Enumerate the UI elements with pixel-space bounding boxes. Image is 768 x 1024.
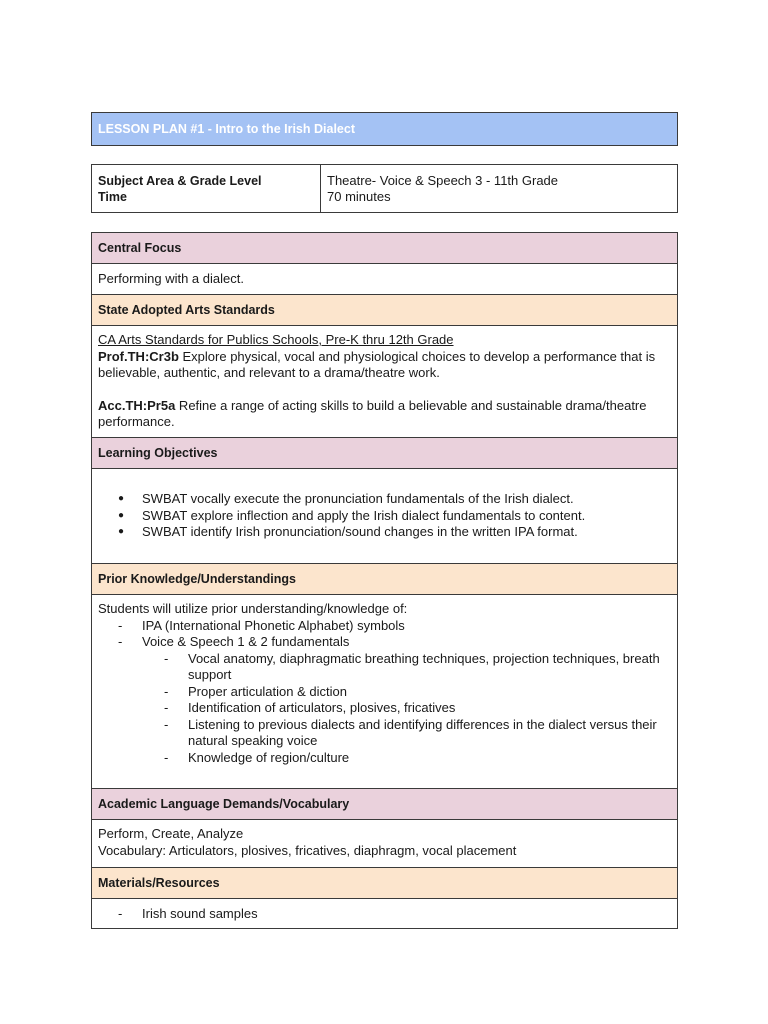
lesson-details-table [91, 232, 678, 929]
standard-2-text: Refine a range of acting skills to build a believable and sustainable drama/theatre performance. [98, 397, 647, 429]
subject-value: Theatre- Voice & Speech 3 - 11th Grade [327, 173, 559, 188]
standard-1-code: Prof.TH:Cr3b [98, 348, 179, 364]
objectives-heading: Learning Objectives [92, 438, 677, 469]
lesson-title-bar [91, 112, 678, 146]
central-focus-text [92, 264, 677, 295]
objective-item: ● SWBAT explore inflection and apply the Irish dialect fundamentals to content. [98, 508, 671, 525]
central-focus-value: Performing with a dialect. [98, 270, 244, 286]
prior-item: - IPA (International Phonetic Alphabet) symbols [98, 618, 671, 635]
academic-language-heading: Academic Language Demands/Vocabulary [92, 789, 677, 820]
subject-values [321, 165, 677, 212]
objective-item: ● SWBAT vocally execute the pronunciation fundamentals of the Irish dialect. [98, 491, 671, 508]
objectives-list [98, 491, 671, 541]
prior-subitem: - Vocal anatomy, diaphragmatic breathing techniques, projection techniques, breath support [98, 651, 671, 684]
materials-section [92, 899, 677, 929]
central-focus-heading: Central Focus [92, 233, 677, 264]
prior-knowledge-section [92, 595, 677, 789]
academic-language-section [92, 820, 677, 868]
academic-line-2: Vocabulary: Articulators, plosives, fricatives, diaphragm, vocal placement [98, 842, 517, 858]
lesson-title: LESSON PLAN #1 - Intro to the Irish Dialect [98, 122, 355, 136]
standards-heading: State Adopted Arts Standards [92, 295, 677, 326]
subject-labels [92, 165, 321, 212]
objectives-section [92, 469, 677, 564]
academic-line-1: Perform, Create, Analyze [98, 826, 244, 841]
prior-intro: Students will utilize prior understanding/knowledge of: [98, 601, 408, 616]
prior-knowledge-heading: Prior Knowledge/Understandings [92, 564, 677, 595]
standard-1 [98, 349, 671, 382]
standard-2 [98, 398, 671, 431]
time-value: 70 minutes [327, 189, 391, 204]
standard-1-text: Explore physical, vocal and physiological choices to develop a performance that is believable, authentic, and relevant to a drama/theatre work. [98, 348, 656, 380]
materials-heading: Materials/Resources [92, 868, 677, 899]
materials-item: - Irish sound samples [98, 906, 671, 923]
prior-subitem: - Proper articulation & diction [98, 684, 671, 701]
standards-link[interactable]: CA Arts Standards for Publics Schools, Pre-K thru 12th Grade [98, 332, 454, 347]
subject-table [91, 164, 678, 213]
prior-subitem: - Listening to previous dialects and identifying differences in the dialect versus their natural speaking voice [98, 717, 671, 750]
prior-subitem: - Knowledge of region/culture [98, 750, 671, 767]
subject-label: Subject Area & Grade Level [98, 174, 262, 188]
standard-2-code: Acc.TH:Pr5a [98, 397, 176, 413]
time-label: Time [98, 190, 127, 204]
objective-item: ● SWBAT identify Irish pronunciation/sound changes in the written IPA format. [98, 524, 671, 541]
prior-item: - Voice & Speech 1 & 2 fundamentals [98, 634, 671, 651]
prior-subitem: - Identification of articulators, plosives, fricatives [98, 700, 671, 717]
standards-section [92, 326, 677, 438]
